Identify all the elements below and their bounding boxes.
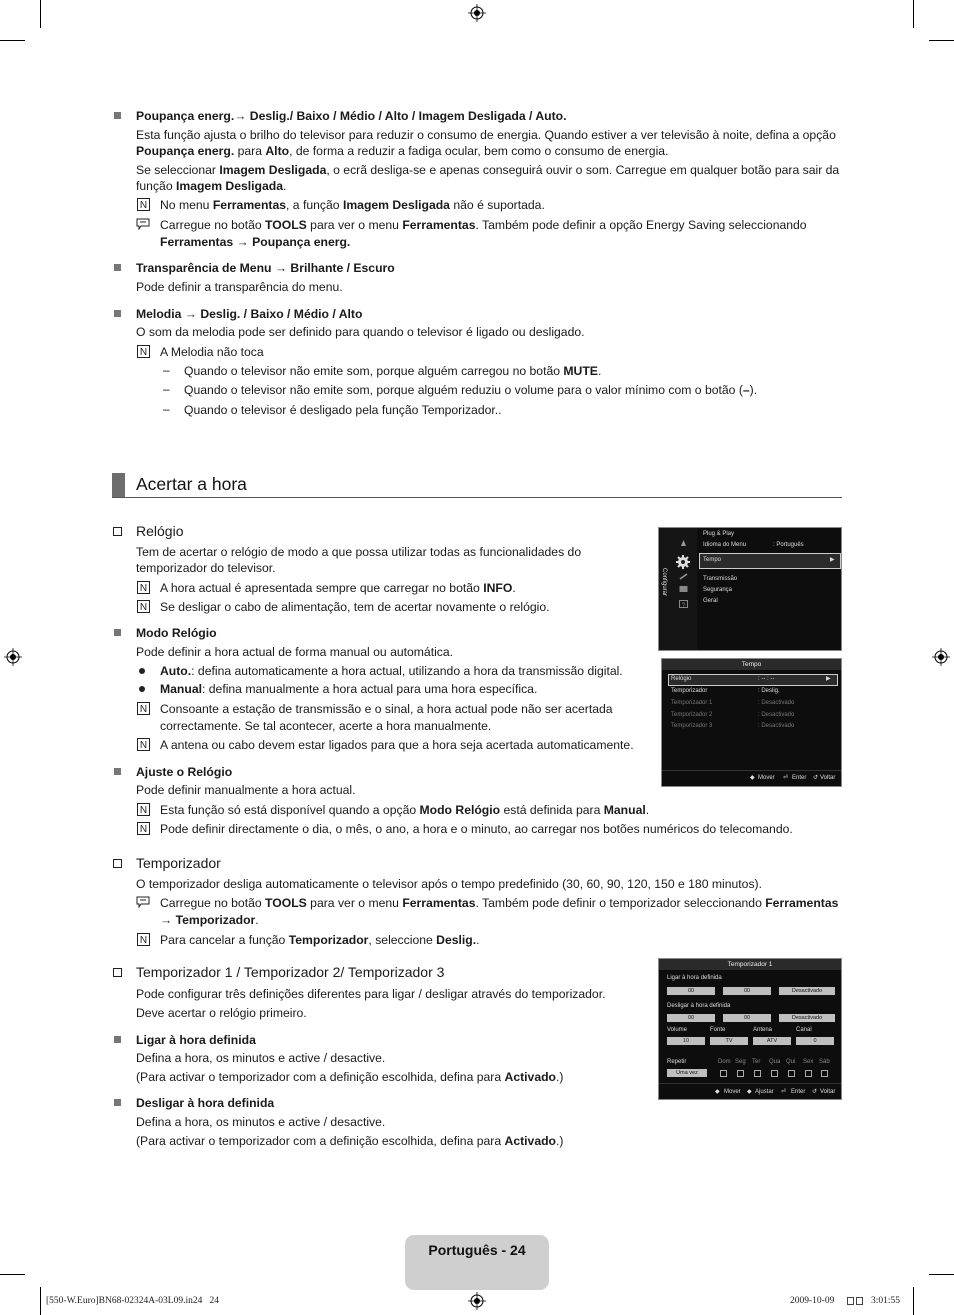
list-item: Manual: defina manualmente a hora actual para uma hora específica.	[160, 682, 538, 696]
note-icon	[137, 702, 150, 715]
title-rule	[112, 497, 842, 498]
note-text: correctamente. Se tal acontecer, acerte a hora manualmente.	[160, 719, 492, 733]
svg-text:?: ?	[681, 603, 686, 608]
checkbox-bullet	[113, 968, 122, 977]
paragraph: O temporizador desliga automaticamente o televisor após o tempo predefinido (30, 60, 90, 120, 150 e 180 minutos).	[136, 877, 762, 891]
osd-label-repetir: Repetir	[667, 1059, 687, 1065]
dash-bullet: –	[163, 382, 170, 396]
note-icon	[137, 581, 150, 594]
note-icon	[137, 600, 150, 613]
osd-antena-value[interactable]: ATV	[753, 1037, 791, 1045]
osd-menu-item-idioma[interactable]: Idioma do Menu	[703, 542, 747, 548]
osd-footer-move: Mover	[758, 775, 775, 781]
osd-menu-item-tempo[interactable]: Tempo	[703, 557, 722, 563]
paragraph: Pode definir manualmente a hora actual.	[136, 783, 356, 797]
svg-text:N: N	[139, 740, 148, 751]
svg-text:N: N	[139, 347, 148, 358]
osd-row-value: : -- : --	[758, 676, 775, 682]
osd-footer-back: Voltar	[820, 1089, 836, 1095]
osd-menu-item-plug-play[interactable]: Plug & Play	[703, 531, 735, 537]
chevron-right-icon: ▶	[830, 557, 835, 563]
osd-row-temporizador-1[interactable]: Temporizador 1	[671, 700, 713, 706]
bullet-square	[114, 310, 121, 317]
note-icon	[137, 345, 150, 358]
tools-icon	[136, 896, 150, 908]
crop-mark	[929, 1274, 954, 1275]
osd-footer-back: Voltar	[820, 775, 836, 781]
return-icon: ↺	[812, 1089, 818, 1095]
osd-day-label: Seg	[735, 1059, 746, 1065]
osd-day-label: Qua	[769, 1059, 781, 1065]
osd-footer-enter: Enter	[792, 775, 807, 781]
crop-mark	[913, 0, 914, 28]
heading-modo-relogio: Modo Relógio	[136, 626, 217, 640]
osd-fonte-value[interactable]: TV	[710, 1037, 748, 1045]
osd-title: Tempo	[662, 659, 841, 670]
osd-row-value: : Deslig.	[758, 688, 780, 694]
svg-text:N: N	[139, 824, 148, 835]
svg-text:N: N	[139, 602, 148, 613]
osd-on-minute[interactable]: 00	[723, 987, 771, 995]
osd-selected-row[interactable]	[668, 674, 838, 686]
osd-side-label: Configurar	[661, 568, 667, 597]
note-text: Consoante a estação de transmissão e o sinal, a hora actual pode não ser acertada	[160, 702, 613, 716]
support-icon	[679, 600, 688, 608]
bullet-square	[114, 1036, 121, 1043]
osd-day-label: Ter	[752, 1059, 761, 1065]
osd-footer-enter: Enter	[791, 1089, 806, 1095]
osd-row-value: : Desactivado	[758, 700, 795, 706]
osd-on-hour[interactable]: 00	[667, 987, 715, 995]
note-text: Se desligar o cabo de alimentação, tem de acertar novamente o relógio.	[160, 600, 550, 614]
paragraph: função Imagem Desligada.	[136, 179, 287, 193]
note-icon	[137, 738, 150, 751]
paragraph: Defina a hora, os minutos e active / desactive.	[136, 1115, 386, 1129]
list-item: Quando o televisor não emite som, porque alguém carregou no botão MUTE.	[184, 364, 602, 378]
paragraph: Deve acertar o relógio primeiro.	[136, 1006, 307, 1020]
picture-icon	[679, 539, 688, 548]
osd-footer-adjust: Ajustar	[755, 1089, 774, 1095]
osd-idioma-value: : Português	[773, 542, 804, 548]
osd-row-relogio[interactable]: Relógio	[671, 676, 692, 682]
registration-mark-icon	[468, 1292, 486, 1310]
tools-icon	[136, 218, 150, 230]
registration-mark-icon	[468, 4, 486, 22]
list-item: Quando o televisor não emite som, porque alguém reduziu o volume para o valor mínimo com o botão (–).	[184, 383, 758, 397]
bullet-square	[114, 768, 121, 775]
heading-poupanca: Poupança energ.→ Deslig./ Baixo / Médio / Alto / Imagem Desligada / Auto.	[136, 109, 567, 123]
tools-text: Carregue no botão TOOLS para ver o menu Ferramentas. Também pode definir a opção Energy Saving seleccionando	[160, 218, 807, 232]
osd-menu-item-transmissao[interactable]: Transmissão	[703, 576, 738, 582]
heading-melodia: Melodia → Deslig. / Baixo / Médio / Alto	[136, 307, 363, 321]
svg-text:N: N	[139, 704, 148, 715]
input-icon	[679, 585, 688, 593]
note-text: No menu Ferramentas, a função Imagem Desligada não é suportada.	[160, 198, 545, 212]
dash-bullet: –	[163, 402, 170, 416]
adjust-icon: ◆	[747, 1089, 752, 1095]
osd-configurar-menu	[658, 527, 842, 651]
paragraph: (Para activar o temporizador com a definição escolhida, defina para Activado.)	[136, 1070, 564, 1084]
placeholder-glyph-icon	[856, 1297, 863, 1305]
registration-mark-icon	[932, 648, 950, 666]
paragraph: Esta função ajusta o brilho do televisor para reduzir o consumo de energia. Quando estiver a ver televisão à noite, defina a opção	[136, 128, 836, 142]
note-icon	[137, 198, 150, 211]
note-icon	[137, 822, 150, 835]
paragraph: Pode definir a transparência do menu.	[136, 280, 343, 294]
paragraph: (Para activar o temporizador com a definição escolhida, defina para Activado.)	[136, 1134, 564, 1148]
print-date: 2009-10-09	[790, 1296, 835, 1306]
checkbox-bullet	[113, 527, 122, 536]
note-text: A Melodia não toca	[160, 345, 264, 359]
osd-footer-rule	[659, 1083, 841, 1084]
osd-menu-item-seguranca[interactable]: Segurança	[703, 587, 733, 593]
osd-title: Temporizador 1	[659, 959, 841, 970]
osd-row-temporizador-2[interactable]: Temporizador 2	[671, 712, 713, 718]
list-item: Auto.: defina automaticamente a hora actual, utilizando a hora da transmissão digital.	[160, 664, 623, 678]
crop-mark	[0, 1274, 25, 1275]
osd-col-antena: Antena	[753, 1027, 773, 1033]
osd-off-hour[interactable]: 00	[667, 1014, 715, 1022]
osd-row-temporizador-3[interactable]: Temporizador 3	[671, 723, 713, 729]
tools-text: Carregue no botão TOOLS para ver o menu Ferramentas. Também pode definir o temporizador seleccionando Ferramentas	[160, 896, 839, 910]
crop-mark	[40, 1287, 41, 1315]
osd-col-volume: Volume	[667, 1027, 688, 1033]
list-item: Quando o televisor é desligado pela função Temporizador..	[184, 403, 502, 417]
paragraph: temporizador do televisor.	[136, 561, 276, 575]
print-time: 3:01:55	[871, 1296, 901, 1306]
osd-row-temporizador[interactable]: Temporizador	[671, 688, 708, 694]
paragraph: Defina a hora, os minutos e active / desactive.	[136, 1051, 386, 1065]
note-icon	[137, 803, 150, 816]
paragraph: Pode configurar três definições diferentes para ligar / desligar através do temporizador.	[136, 987, 606, 1001]
svg-text:N: N	[139, 583, 148, 594]
note-text: Esta função só está disponível quando a opção Modo Relógio está definida para Manual.	[160, 803, 650, 817]
crop-mark	[913, 1287, 914, 1315]
osd-repeat-value[interactable]: Uma vez	[667, 1069, 707, 1077]
paragraph: Tem de acertar o relógio de modo a que possa utilizar todas as funcionalidades do	[136, 545, 582, 559]
osd-day-label: Qui	[786, 1059, 796, 1065]
dash-bullet: –	[163, 363, 170, 377]
osd-col-fonte: Fonte	[710, 1027, 726, 1033]
move-icon: ◆	[750, 775, 755, 781]
osd-day-checkbox[interactable]	[788, 1070, 795, 1077]
osd-day-checkbox[interactable]	[720, 1070, 727, 1077]
osd-label-desligar: Desligar à hora definida	[667, 1003, 731, 1009]
osd-row-value: : Desactivado	[758, 723, 795, 729]
paragraph: Se seleccionar Imagem Desligada, o ecrã desliga-se e apenas conseguirá ouvir o som. Carregue em qualquer botão para sair da	[136, 163, 840, 177]
osd-footer-move: Mover	[724, 1089, 741, 1095]
osd-volume-value[interactable]: 10	[667, 1037, 705, 1045]
chevron-right-icon: ▶	[826, 676, 831, 682]
osd-day-label: Dom	[718, 1059, 731, 1065]
bullet-dot	[139, 668, 145, 674]
crop-mark	[929, 40, 954, 41]
bullet-square	[114, 264, 121, 271]
satellite-icon	[679, 573, 688, 581]
heading-ligar: Ligar à hora definida	[136, 1033, 256, 1047]
osd-day-label: Sex	[803, 1059, 814, 1065]
note-icon	[137, 933, 150, 946]
title-bar-marker	[112, 473, 125, 497]
heading-ajuste: Ajuste o Relógio	[136, 765, 233, 779]
osd-day-checkbox[interactable]	[771, 1070, 778, 1077]
osd-temporizador-1	[658, 958, 842, 1100]
page-title: Acertar a hora	[136, 474, 247, 494]
osd-col-canal: Canal	[796, 1027, 812, 1033]
checkbox-bullet	[113, 859, 122, 868]
enter-icon: ⏎	[783, 775, 789, 781]
osd-day-checkbox[interactable]	[805, 1070, 812, 1077]
page-number: Português - 24	[428, 1242, 526, 1258]
osd-label-ligar: Ligar à hora definida	[667, 975, 722, 981]
heading-relogio: Relógio	[136, 523, 184, 539]
return-icon: ↺	[813, 775, 819, 781]
bullet-dot	[139, 686, 145, 692]
bullet-square	[114, 629, 121, 636]
osd-off-minute[interactable]: 00	[723, 1014, 771, 1022]
osd-row-value: : Desactivado	[758, 712, 795, 718]
bullet-square	[114, 1099, 121, 1106]
note-text: A hora actual é apresentada sempre que carregar no botão INFO.	[160, 581, 516, 595]
placeholder-glyph-icon	[847, 1297, 854, 1305]
osd-day-checkbox[interactable]	[737, 1070, 744, 1077]
note-text: Pode definir directamente o dia, o mês, o ano, a hora e o minuto, ao carregar nos botões numéricos do telecomando.	[160, 822, 793, 836]
enter-icon: ⏎	[781, 1089, 787, 1095]
heading-transparencia: Transparência de Menu → Brilhante / Escuro	[136, 261, 395, 275]
osd-day-label: Sáb	[819, 1059, 830, 1065]
paragraph: Poupança energ. para Alto, de forma a reduzir a fadiga ocular, bem como o consumo de energia.	[136, 144, 669, 158]
paragraph: O som da melodia pode ser definido para quando o televisor é ligado ou desligado.	[136, 325, 585, 339]
bullet-square	[114, 112, 121, 119]
print-file-info: [550-W.Euro]BN68-02324A-03L09.in24 24	[46, 1296, 220, 1306]
svg-text:N: N	[139, 805, 148, 816]
gear-icon	[676, 555, 690, 569]
tools-text: → Temporizador.	[160, 913, 259, 927]
osd-canal-value[interactable]: 0	[796, 1037, 834, 1045]
osd-on-state[interactable]: Desactivado	[779, 987, 835, 995]
osd-day-checkbox[interactable]	[754, 1070, 761, 1077]
note-text: A antena ou cabo devem estar ligados para que a hora seja acertada automaticamente.	[160, 738, 634, 752]
osd-menu-item-geral[interactable]: Geral	[703, 598, 718, 604]
tools-text: Ferramentas → Poupança energ.	[160, 235, 351, 249]
move-icon: ◆	[715, 1089, 720, 1095]
heading-desligar: Desligar à hora definida	[136, 1096, 275, 1110]
registration-mark-icon	[4, 648, 22, 666]
osd-tempo-menu	[661, 658, 842, 787]
paragraph: Pode definir a hora actual de forma manual ou automática.	[136, 645, 454, 659]
heading-temporizador-123: Temporizador 1 / Temporizador 2/ Temporizador 3	[136, 964, 445, 980]
heading-temporizador: Temporizador	[136, 855, 221, 871]
note-text: Para cancelar a função Temporizador, seleccione Deslig..	[160, 933, 480, 947]
osd-day-checkbox[interactable]	[821, 1070, 828, 1077]
crop-mark	[40, 0, 41, 28]
osd-off-state[interactable]: Desactivado	[779, 1014, 835, 1022]
crop-mark	[0, 40, 25, 41]
osd-footer-rule	[662, 770, 841, 771]
svg-text:N: N	[139, 935, 148, 946]
svg-text:N: N	[139, 200, 148, 211]
